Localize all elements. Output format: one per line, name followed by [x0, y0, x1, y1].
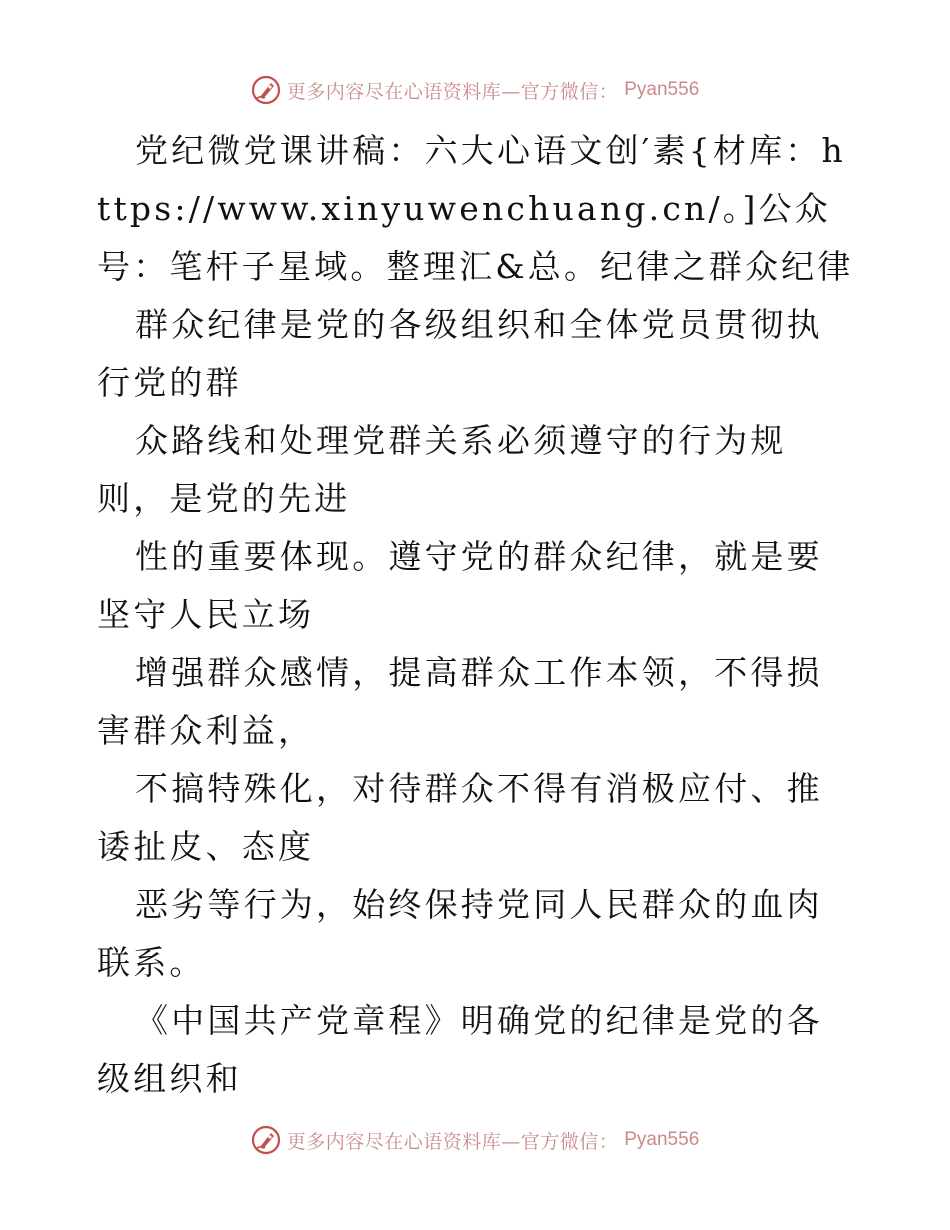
banner-slogan: 更多内容尽在心语资料库—官方微信： [286, 80, 619, 103]
banner-wechat-id: Pyan556 [624, 79, 700, 100]
banner-wechat-id: Pyan556 [624, 1129, 700, 1150]
pen-nib-logo-icon [251, 75, 281, 105]
paragraph: 恶劣等行为，始终保持党同人民群众的血肉联系。 [97, 885, 823, 982]
footer-banner [0, 1120, 950, 1160]
paragraph: 群众纪律是党的各级组织和全体党员贯彻执行党的群 [97, 305, 823, 402]
paragraph: 党纪微党课讲稿：六大心语文创′素{材库：https://www.xinyuwenchuang.cn/。]公众号：笔杆子星域。整理汇&总。纪律之群众纪律 [97, 131, 854, 286]
paragraph: 不搞特殊化，对待群众不得有消极应付、推诿扯皮、态度 [97, 769, 823, 866]
pen-nib-logo-icon [251, 1125, 281, 1155]
paragraph: 增强群众感情，提高群众工作本领，不得损害群众利益， [97, 653, 823, 750]
paragraph: 性的重要体现。遵守党的群众纪律，就是要坚守人民立场 [97, 537, 823, 634]
header-banner [0, 70, 950, 110]
paragraph: 《中国共产党章程》明确党的纪律是党的各级组织和 [97, 1001, 823, 1098]
paragraph: 众路线和处理党群关系必须遵守的行为规则，是党的先进 [97, 421, 787, 518]
banner-slogan: 更多内容尽在心语资料库—官方微信： [286, 1130, 619, 1153]
document-body [97, 122, 857, 1108]
